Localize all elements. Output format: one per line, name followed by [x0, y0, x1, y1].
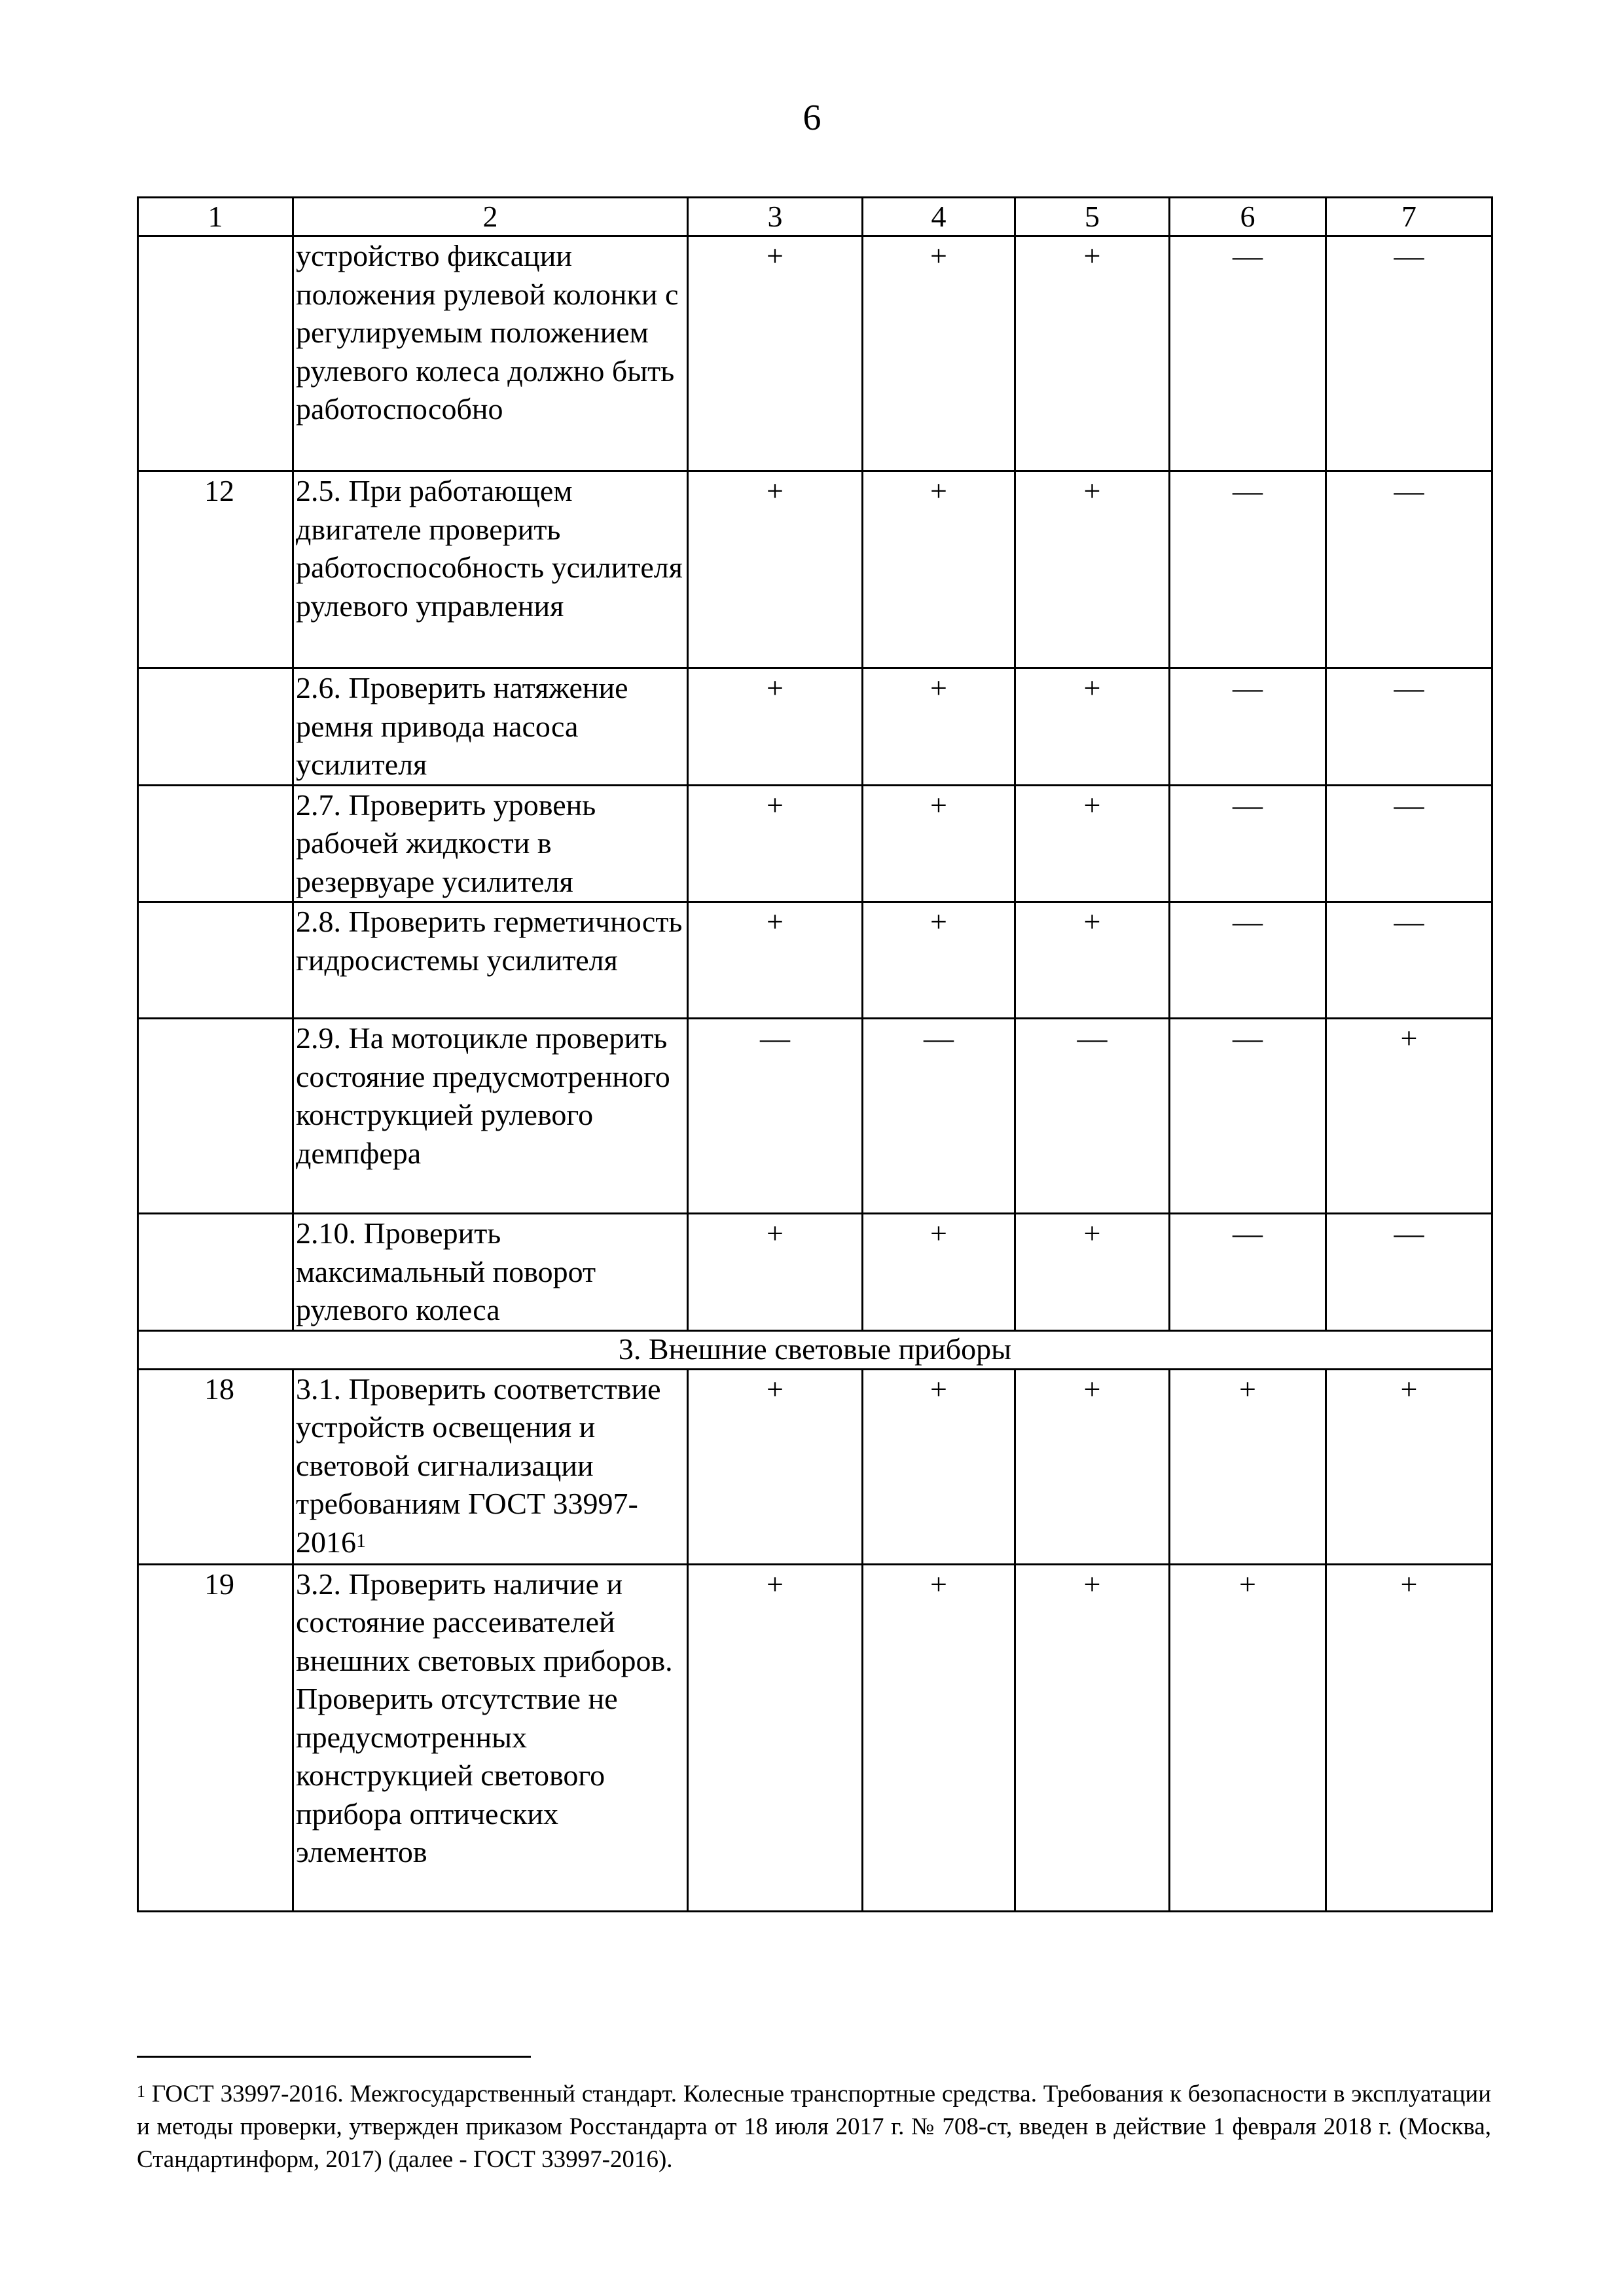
row-description-text: 3.1. Проверить соответствие устройств освещения и световой сигнализации требованиям ГОСТ 33997-2016 [296, 1372, 661, 1559]
mark-col-5: + [1015, 902, 1170, 1019]
row-number [138, 236, 293, 471]
mark-col-3: + [688, 1564, 863, 1911]
mark-col-4: + [863, 1369, 1015, 1564]
row-number [138, 785, 293, 902]
table-row [138, 1214, 1492, 1331]
footnote [137, 2078, 1491, 2176]
mark-col-5: + [1015, 1564, 1170, 1911]
mark-col-4: + [863, 1214, 1015, 1331]
column-header: 3 [688, 198, 863, 236]
row-description: 2.10. Проверить максимальный поворот рулевого колеса [293, 1214, 688, 1331]
footnote-text: ГОСТ 33997-2016. Межгосударственный стандарт. Колесные транспортные средства. Требования к безопасности в эксплуатации и методы проверки, утвержден приказом Росстандарта от 18 июля 2017 г. № 708-ст, введен в действие 1 февраля 2018 г. (Москва, Стандартинформ, 2017) (далее - ГОСТ 33997-2016). [137, 2081, 1491, 2173]
mark-col-6: — [1170, 902, 1326, 1019]
column-header: 7 [1326, 198, 1492, 236]
footnote-marker: 1 [137, 2082, 145, 2101]
row-number [138, 902, 293, 1019]
table-row [138, 471, 1492, 668]
inspection-table [137, 196, 1493, 1912]
mark-col-4: + [863, 902, 1015, 1019]
mark-col-6: — [1170, 471, 1326, 668]
table-row [138, 1019, 1492, 1214]
row-number: 19 [138, 1564, 293, 1911]
mark-col-3: + [688, 902, 863, 1019]
mark-col-6: — [1170, 1019, 1326, 1214]
mark-col-5: + [1015, 1214, 1170, 1331]
mark-col-5: + [1015, 1369, 1170, 1564]
column-header: 1 [138, 198, 293, 236]
table-row [138, 902, 1492, 1019]
row-description: устройство фиксации положения рулевой колонки с регулируемым положением рулевого колеса должно быть работоспособно [293, 236, 688, 471]
mark-col-5: — [1015, 1019, 1170, 1214]
mark-col-5: + [1015, 785, 1170, 902]
row-number [138, 1019, 293, 1214]
row-number [138, 1214, 293, 1331]
mark-col-7: + [1326, 1564, 1492, 1911]
mark-col-4: + [863, 471, 1015, 668]
row-description: 2.6. Проверить натяжение ремня привода насоса усилителя [293, 668, 688, 786]
mark-col-4: — [863, 1019, 1015, 1214]
row-number [138, 668, 293, 786]
table-row [138, 668, 1492, 786]
mark-col-7: — [1326, 471, 1492, 668]
row-description: 2.7. Проверить уровень рабочей жидкости в резервуаре усилителя [293, 785, 688, 902]
row-description: 2.9. На мотоцикле проверить состояние предусмотренного конструкцией рулевого демпфера [293, 1019, 688, 1214]
mark-col-6: + [1170, 1564, 1326, 1911]
mark-col-7: + [1326, 1019, 1492, 1214]
section-title: 3. Внешние световые приборы [138, 1330, 1492, 1369]
mark-col-7: + [1326, 1369, 1492, 1564]
mark-col-3: + [688, 471, 863, 668]
table-row [138, 1564, 1492, 1911]
mark-col-4: + [863, 236, 1015, 471]
row-description [293, 1369, 688, 1564]
mark-col-4: + [863, 668, 1015, 786]
footnote-separator [137, 2056, 531, 2058]
mark-col-5: + [1015, 668, 1170, 786]
column-header: 5 [1015, 198, 1170, 236]
mark-col-7: — [1326, 902, 1492, 1019]
table-row [138, 1369, 1492, 1564]
column-number-row [138, 198, 1492, 236]
mark-col-6: — [1170, 1214, 1326, 1331]
mark-col-6: — [1170, 785, 1326, 902]
row-description: 2.5. При работающем двигателе проверить работоспособность усилителя рулевого управления [293, 471, 688, 668]
mark-col-3: — [688, 1019, 863, 1214]
column-header: 4 [863, 198, 1015, 236]
mark-col-6: — [1170, 236, 1326, 471]
table-row [138, 236, 1492, 471]
column-header: 2 [293, 198, 688, 236]
mark-col-6: — [1170, 668, 1326, 786]
table-row [138, 785, 1492, 902]
mark-col-3: + [688, 236, 863, 471]
mark-col-4: + [863, 785, 1015, 902]
mark-col-3: + [688, 1214, 863, 1331]
mark-col-7: — [1326, 1214, 1492, 1331]
row-number: 18 [138, 1369, 293, 1564]
row-number: 12 [138, 471, 293, 668]
mark-col-5: + [1015, 236, 1170, 471]
mark-col-7: — [1326, 236, 1492, 471]
page-number: 6 [803, 98, 821, 138]
mark-col-6: + [1170, 1369, 1326, 1564]
mark-col-3: + [688, 785, 863, 902]
mark-col-3: + [688, 668, 863, 786]
mark-col-5: + [1015, 471, 1170, 668]
section-row [138, 1330, 1492, 1369]
mark-col-7: — [1326, 668, 1492, 786]
row-description: 2.8. Проверить герметичность гидросистемы усилителя [293, 902, 688, 1019]
column-header: 6 [1170, 198, 1326, 236]
mark-col-4: + [863, 1564, 1015, 1911]
mark-col-3: + [688, 1369, 863, 1564]
mark-col-7: — [1326, 785, 1492, 902]
row-description: 3.2. Проверить наличие и состояние рассеивателей внешних световых приборов. Проверить отсутствие не предусмотренных конструкцией светового прибора оптических элементов [293, 1564, 688, 1911]
footnote-reference: 1 [356, 1529, 366, 1552]
